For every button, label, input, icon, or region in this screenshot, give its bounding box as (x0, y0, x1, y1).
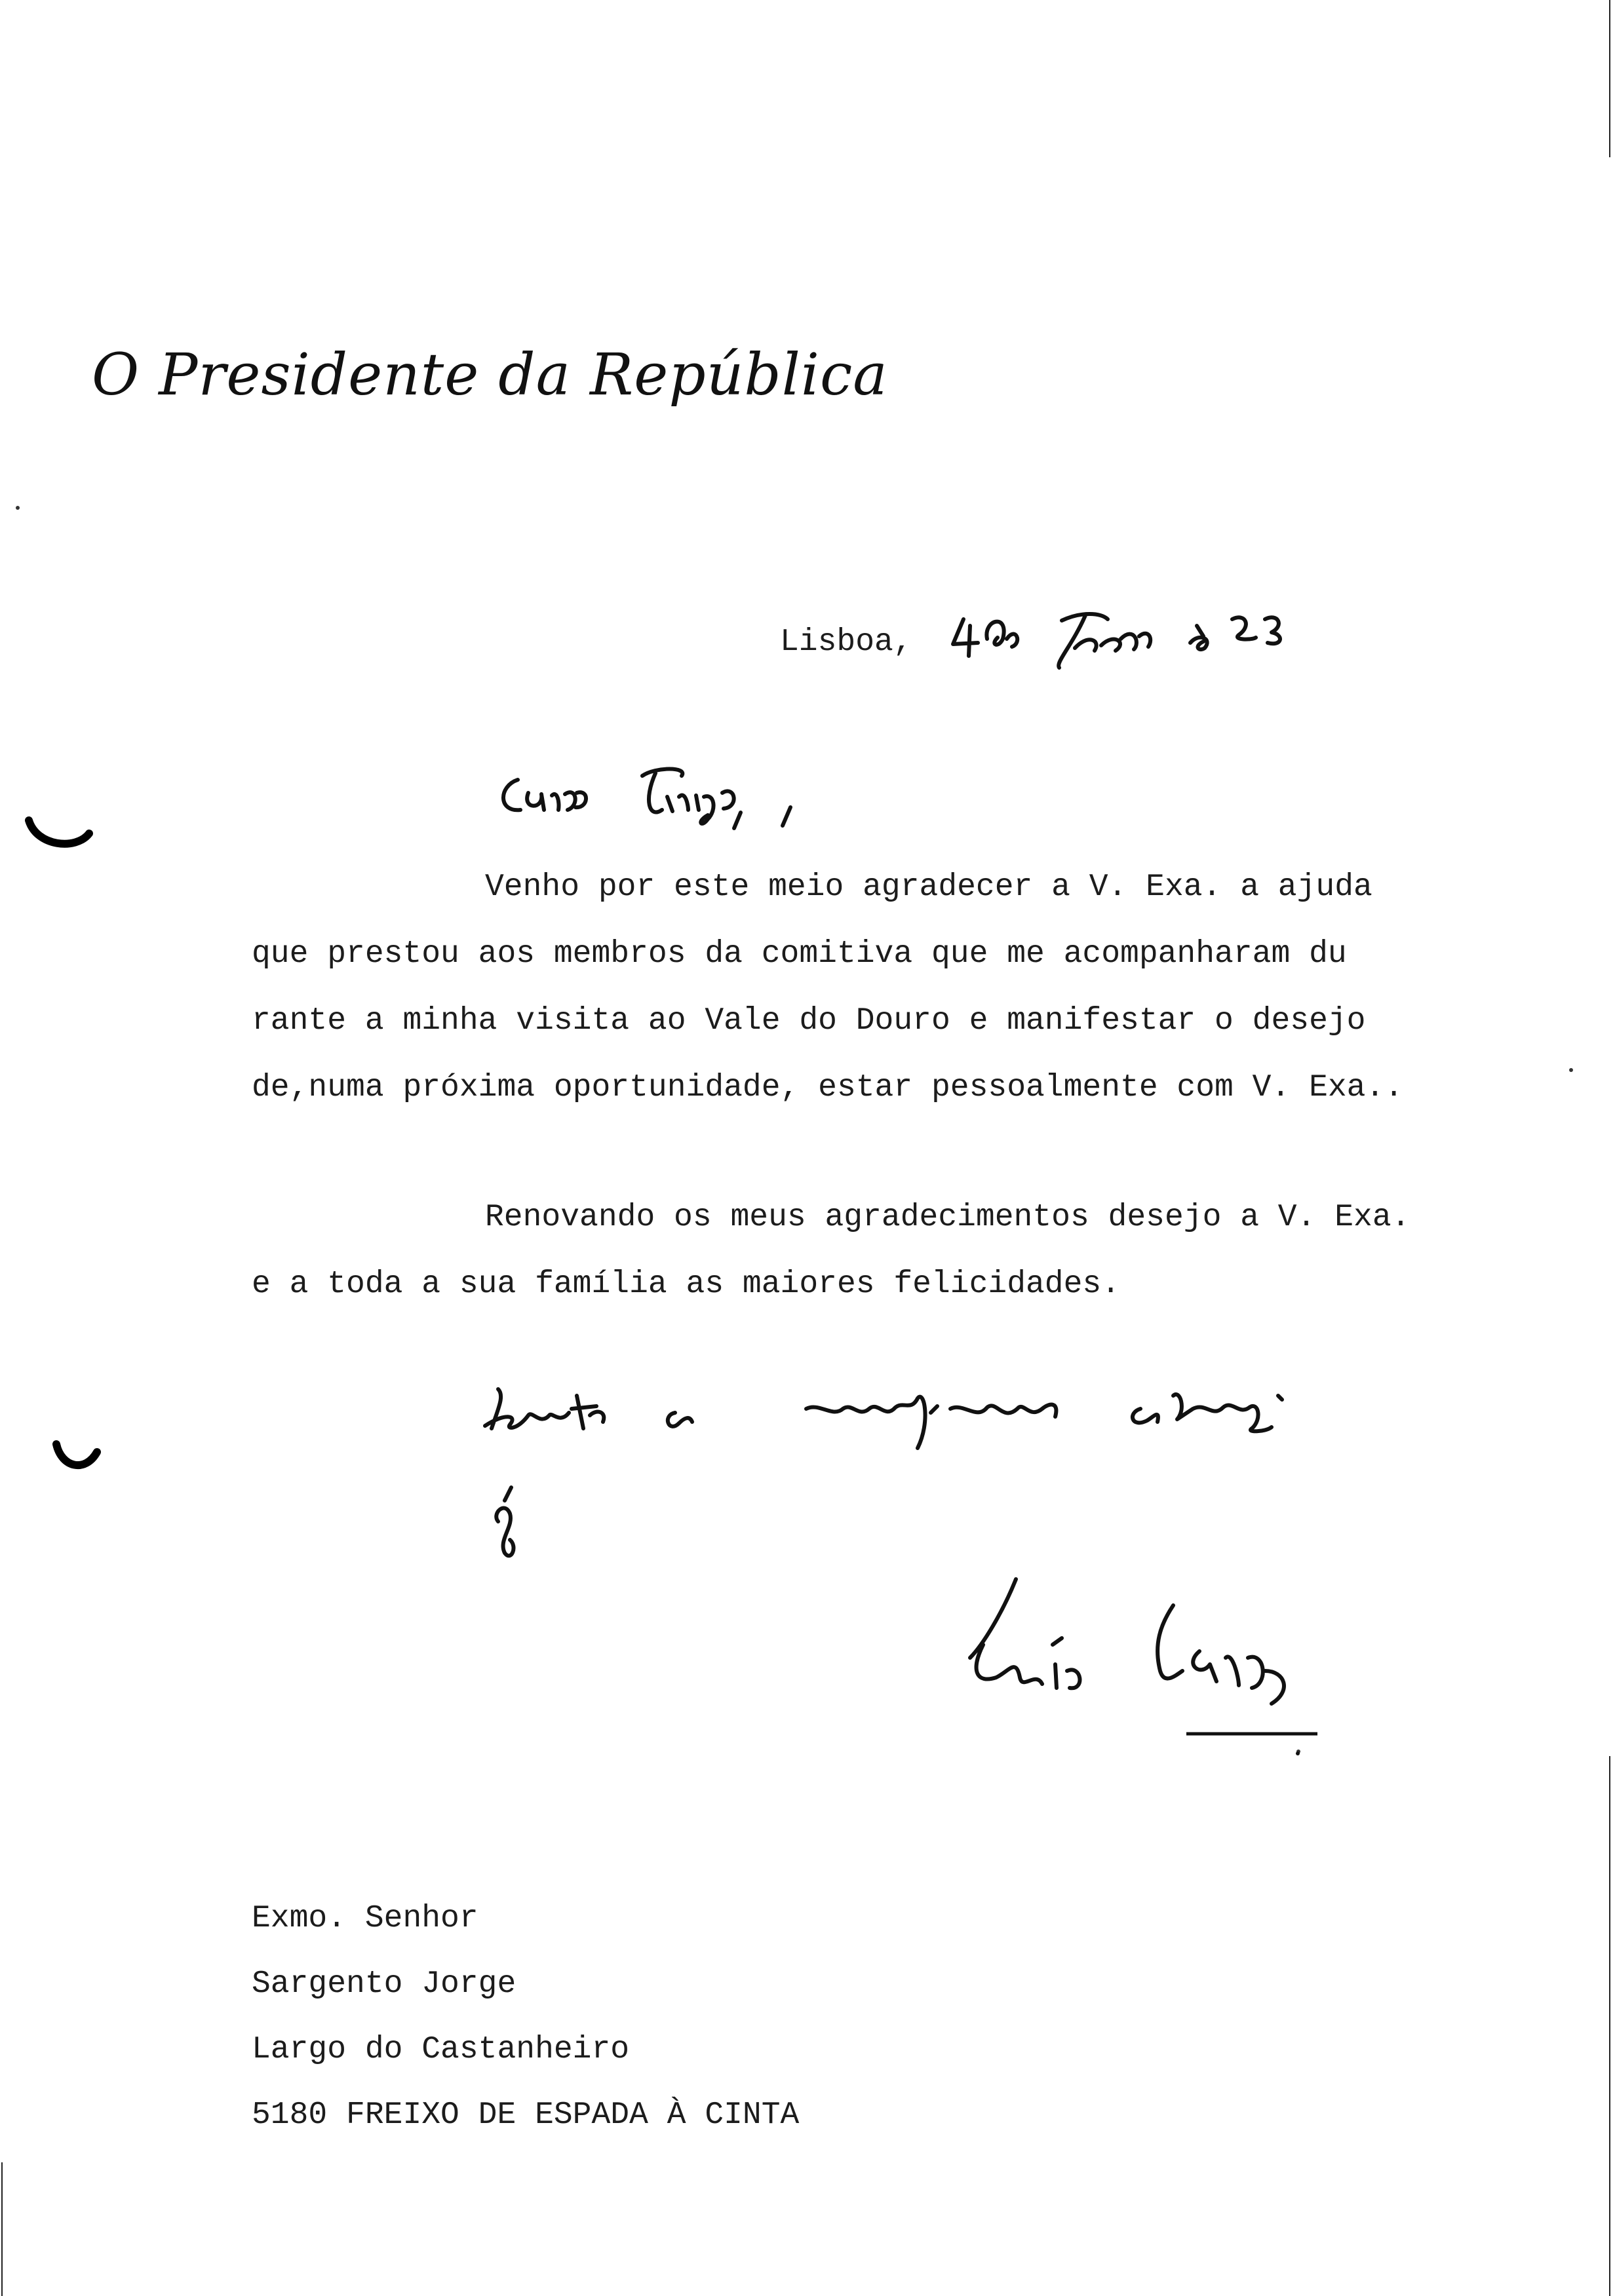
paragraph1-line-3: rante a minha visita ao Vale do Douro e manifestar o desejo (252, 1003, 1366, 1039)
scan-speck (1569, 1068, 1573, 1072)
scan-edge-right-top (1609, 0, 1610, 157)
scan-edge-left-bottom (1, 2162, 3, 2296)
paragraph2-line-2: e a toda a sua família as maiores felicidades. (252, 1267, 1121, 1302)
address-line-4: 5180 FREIXO DE ESPADA À CINTA (252, 2097, 800, 2133)
handwritten-closing (478, 1369, 1449, 1579)
scan-edge-right-bottom (1609, 1756, 1610, 2296)
scan-speck (16, 506, 20, 510)
address-line-3: Largo do Castanheiro (252, 2032, 630, 2067)
paragraph1-line-2: que prestou aos membros da comitiva que me acompanharam du (252, 936, 1347, 972)
signature (957, 1573, 1363, 1769)
punch-hole-mark-bottom (51, 1435, 104, 1481)
handwritten-salutation (492, 747, 832, 839)
place-label: Lisboa, (780, 624, 912, 660)
paragraph1-line-1: Venho por este meio agradecer a V. Exa. a ajuda (485, 870, 1372, 905)
address-line-2: Sargento Jorge (252, 1966, 516, 2002)
handwritten-date (944, 600, 1337, 672)
paragraph1-line-4: de,numa próxima oportunidade, estar pessoalmente com V. Exa.. (252, 1070, 1404, 1105)
address-line-1: Exmo. Senhor (252, 1901, 478, 1936)
paragraph2-line-1: Renovando os meus agradecimentos desejo a V. Exa. (485, 1200, 1411, 1235)
punch-hole-mark-top (24, 813, 96, 858)
letterhead: O Presidente da República (92, 341, 888, 408)
